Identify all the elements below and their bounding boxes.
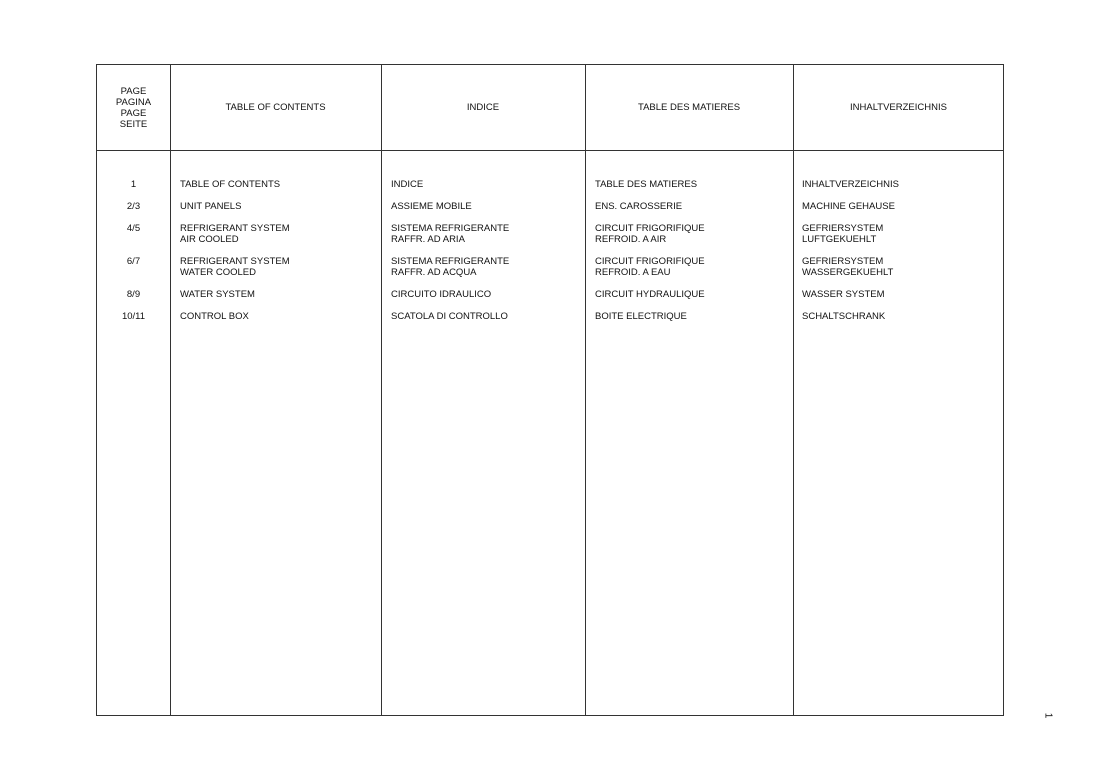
toc-entry-line: SISTEMA REFRIGERANTE bbox=[391, 223, 510, 234]
toc-row-german bbox=[802, 289, 885, 300]
toc-entry-line: UNIT PANELS bbox=[180, 201, 242, 212]
column-divider bbox=[381, 65, 382, 715]
toc-entry-line: REFRIGERANT SYSTEM bbox=[180, 223, 290, 234]
toc-entry-line: CIRCUIT FRIGORIFIQUE bbox=[595, 223, 705, 234]
toc-entry-line: GEFRIERSYSTEM bbox=[802, 256, 884, 267]
toc-row-french bbox=[595, 201, 682, 212]
toc-row-english bbox=[180, 223, 290, 245]
header-page-label: SEITE bbox=[119, 118, 148, 130]
toc-entry-line: INDICE bbox=[391, 179, 424, 190]
toc-entry-line: INHALTVERZEICHNIS bbox=[802, 179, 899, 190]
toc-row-page: 10/11 bbox=[121, 311, 146, 322]
toc-entry-line: SCATOLA DI CONTROLLO bbox=[391, 311, 508, 322]
toc-entry-line: RAFFR. AD ACQUA bbox=[391, 267, 477, 278]
header-page-label: PAGE bbox=[120, 107, 147, 119]
toc-row-english bbox=[180, 256, 290, 278]
header-page-label: PAGINA bbox=[115, 96, 152, 108]
toc-row-english bbox=[180, 201, 241, 212]
toc-row-german bbox=[802, 179, 899, 190]
toc-entry-line: RAFFR. AD ARIA bbox=[391, 234, 465, 245]
toc-row-italian bbox=[391, 311, 508, 322]
toc-row-english bbox=[180, 289, 255, 300]
toc-entry-line: ASSIEME MOBILE bbox=[391, 201, 472, 212]
toc-entry-line: GEFRIERSYSTEM bbox=[802, 223, 884, 234]
toc-entry-line: REFRIGERANT SYSTEM bbox=[180, 256, 290, 267]
toc-row-german bbox=[802, 256, 893, 278]
toc-entry-line: WASSERGEKUEHLT bbox=[802, 267, 894, 278]
header-page-column bbox=[97, 65, 170, 150]
toc-row-page: 8/9 bbox=[126, 289, 141, 300]
toc-row-page: 6/7 bbox=[126, 256, 141, 267]
toc-row-french bbox=[595, 311, 687, 322]
toc-entry-line: TABLE OF CONTENTS bbox=[180, 179, 281, 190]
toc-row-italian bbox=[391, 179, 423, 190]
toc-row-italian bbox=[391, 223, 509, 245]
toc-entry-line: CIRCUITO IDRAULICO bbox=[391, 289, 492, 300]
header-german: INHALTVERZEICHNIS bbox=[850, 102, 947, 113]
toc-row-german bbox=[802, 223, 883, 245]
header-english: TABLE OF CONTENTS bbox=[225, 102, 326, 113]
toc-row-page: 4/5 bbox=[126, 223, 141, 234]
header-french: TABLE DES MATIERES bbox=[637, 102, 741, 113]
toc-row-french bbox=[595, 256, 705, 278]
toc-entry-line: WASSER SYSTEM bbox=[802, 289, 885, 300]
toc-entry-line: WATER COOLED bbox=[180, 267, 257, 278]
toc-entry-line: CIRCUIT HYDRAULIQUE bbox=[595, 289, 705, 300]
toc-entry-line: MACHINE GEHAUSE bbox=[802, 201, 895, 212]
toc-entry-line: AIR COOLED bbox=[180, 234, 239, 245]
toc-row-german bbox=[802, 311, 885, 322]
toc-entry-line: SCHALTSCHRANK bbox=[802, 311, 886, 322]
toc-row-german bbox=[802, 201, 895, 212]
header-italian: INDICE bbox=[466, 102, 500, 113]
toc-entry-line: SISTEMA REFRIGERANTE bbox=[391, 256, 510, 267]
toc-entry-line: WATER SYSTEM bbox=[180, 289, 255, 300]
toc-entry-line: REFROID. A EAU bbox=[595, 267, 671, 278]
toc-row-french bbox=[595, 289, 705, 300]
page-number: 1 bbox=[1042, 712, 1054, 719]
toc-entry-line: LUFTGEKUEHLT bbox=[802, 234, 877, 245]
toc-row-english bbox=[180, 179, 280, 190]
toc-entry-line: BOITE ELECTRIQUE bbox=[595, 311, 687, 322]
toc-entry-line: ENS. CAROSSERIE bbox=[595, 201, 683, 212]
toc-row-italian bbox=[391, 289, 491, 300]
toc-row-french bbox=[595, 179, 697, 190]
header-page-labels bbox=[116, 86, 151, 130]
toc-entry-line: TABLE DES MATIERES bbox=[595, 179, 698, 190]
header-divider bbox=[97, 150, 1003, 151]
toc-row-page: 2/3 bbox=[126, 201, 141, 212]
toc-entry-line: CONTROL BOX bbox=[180, 311, 249, 322]
header-page-label: PAGE bbox=[120, 85, 147, 97]
column-divider bbox=[793, 65, 794, 715]
column-divider bbox=[585, 65, 586, 715]
toc-entry-line: REFROID. A AIR bbox=[595, 234, 667, 245]
toc-row-english bbox=[180, 311, 249, 322]
toc-row-page: 1 bbox=[130, 179, 137, 190]
toc-row-french bbox=[595, 223, 705, 245]
toc-entry-line: CIRCUIT FRIGORIFIQUE bbox=[595, 256, 705, 267]
toc-row-italian bbox=[391, 201, 472, 212]
table-of-contents-frame bbox=[96, 64, 1004, 716]
column-divider bbox=[170, 65, 171, 715]
toc-row-italian bbox=[391, 256, 509, 278]
